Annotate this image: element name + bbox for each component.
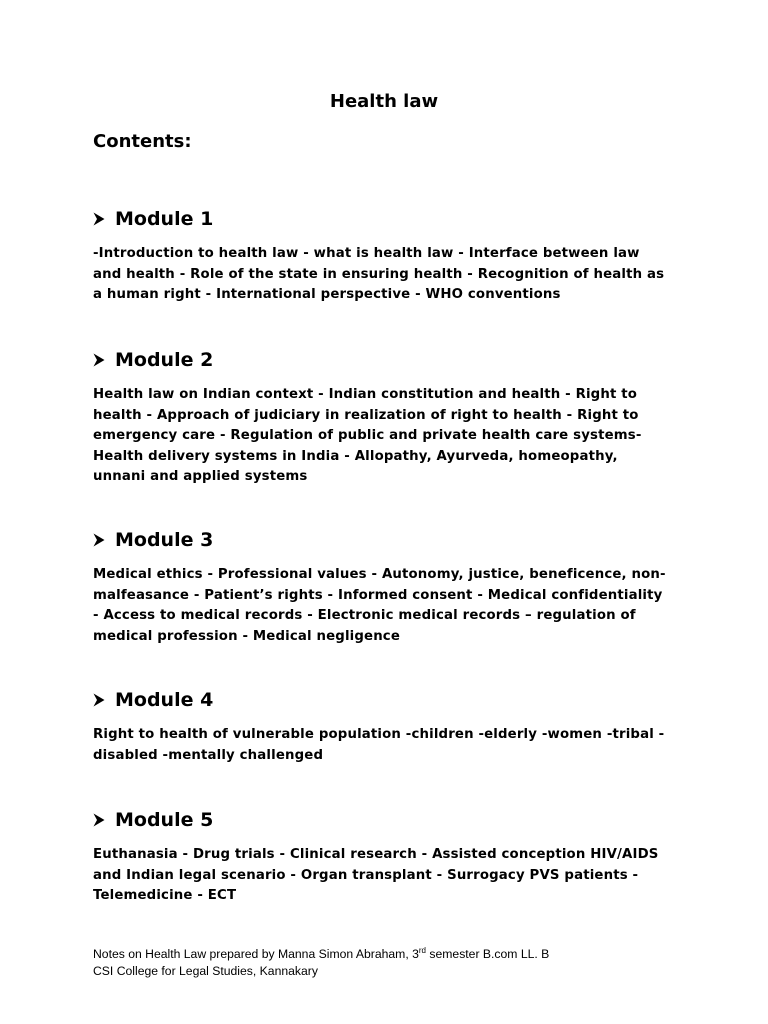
module-description-3: Medical ethics - Professional values - Autonomy, justice, beneficence, non- malfeasance - Patient’s rights - Informed consent - Medical confidentiality - Access to medical records - Electronic medical records – regulation of medical profession - Medical negligence xyxy=(93,567,666,644)
module-title-4: Module 4 xyxy=(115,689,214,711)
contents-heading: Contents: xyxy=(93,131,192,152)
module-heading-1 xyxy=(93,206,683,232)
page-footer xyxy=(93,946,549,980)
document-title: Health law xyxy=(329,91,439,112)
module-section-5 xyxy=(93,807,683,907)
module-title-2: Module 2 xyxy=(115,349,214,371)
arrowhead-bullet-icon xyxy=(93,212,105,226)
module-description-1: -Introduction to health law - what is health law - Interface between law and health - Role of the state in ensuring health - Recognition of health as a human right - International perspective - WHO conventions xyxy=(93,246,665,303)
module-heading-5 xyxy=(93,807,683,833)
module-description-2: Health law on Indian context - Indian constitution and health - Right to health - Approach of judiciary in realization of right to health - Right to emergency care - Regulation of public and private health care systems- Health delivery systems in India - Allopathy, Ayurveda, homeopathy, unnani and applied systems xyxy=(93,387,642,485)
module-section-3 xyxy=(93,527,683,647)
arrowhead-bullet-icon xyxy=(93,533,105,547)
footer-line-1 xyxy=(93,946,549,963)
footer-line-2: CSI College for Legal Studies, Kannakary xyxy=(93,964,318,978)
module-heading-3 xyxy=(93,527,683,553)
module-section-1 xyxy=(93,206,683,306)
module-section-4 xyxy=(93,687,683,766)
module-description-5: Euthanasia - Drug trials - Clinical research - Assisted conception HIV/AIDS and Indian legal scenario - Organ transplant - Surrogacy PVS patients - Telemedicine - ECT xyxy=(93,847,659,904)
footer-ordinal-suffix: rd xyxy=(418,945,426,955)
module-heading-4 xyxy=(93,687,683,713)
module-title-5: Module 5 xyxy=(115,809,214,831)
arrowhead-bullet-icon xyxy=(93,813,105,827)
module-description-4: Right to health of vulnerable population -children -elderly -women -tribal - disabled -mentally challenged xyxy=(93,727,665,763)
module-title-3: Module 3 xyxy=(115,529,214,551)
module-title-1: Module 1 xyxy=(115,208,214,230)
arrowhead-bullet-icon xyxy=(93,353,105,367)
module-heading-2 xyxy=(93,347,683,373)
footer-author-text: Notes on Health Law prepared by Manna Simon Abraham, 3 xyxy=(93,947,419,961)
arrowhead-bullet-icon xyxy=(93,693,105,707)
footer-course-text: semester B.com LL. B xyxy=(426,947,550,961)
module-section-2 xyxy=(93,347,683,488)
